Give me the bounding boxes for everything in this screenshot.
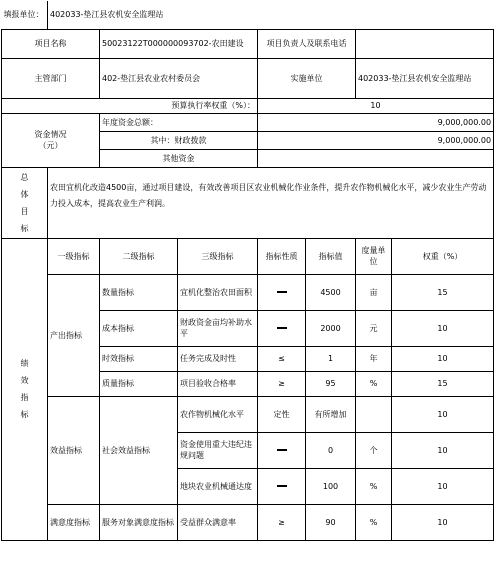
nature-text: ≥ (278, 517, 285, 527)
goal-label-char: 标 (20, 223, 29, 233)
perf-label-char: 标 (20, 410, 29, 419)
l2-service: 服务对象满意度指标 (100, 504, 178, 540)
header-unit: 度量单位 (356, 238, 392, 274)
nature-cell (258, 346, 306, 371)
nature-text: 定性 (273, 409, 290, 419)
unit-cell: % (356, 504, 392, 540)
group-satisfaction: 满意度指标 (48, 504, 100, 540)
nature-cell (258, 432, 306, 468)
unit-cell: 元 (356, 310, 392, 346)
l3-cell: 宜机化整治农田面积 (178, 274, 258, 310)
weight-cell: 10 (392, 310, 494, 346)
unit-cell: % (356, 468, 392, 504)
header-l3: 三级指标 (178, 238, 258, 274)
budget-weight-value: 10 (258, 98, 494, 113)
header-l2: 二级指标 (100, 238, 178, 274)
weight-cell: 10 (392, 468, 494, 504)
group-benefit: 效益指标 (48, 396, 100, 504)
nature-cell (258, 468, 306, 504)
perf-label (2, 238, 48, 540)
l2-cost: 成本指标 (100, 310, 178, 346)
header-weight: 权重（%） (392, 238, 494, 274)
l2-timeliness: 时效指标 (100, 346, 178, 371)
weight-cell: 15 (392, 371, 494, 396)
funds-fiscal-label: 其中：财政拨款 (100, 131, 258, 149)
goal-text: 农田宜机化改造4500亩，通过项目建设，有效改善项目区农业机械化作业条件，提升农作物机械化水平，减少农业生产劳动力投入成本，提高农业生产利润。 (48, 167, 494, 238)
funds-label-line2: （元） (38, 141, 63, 150)
weight-cell: 10 (392, 504, 494, 540)
l3-cell: 受益群众满意率 (178, 504, 258, 540)
perf-label-char: 效 (20, 376, 29, 385)
weight-cell: 10 (392, 396, 494, 432)
project-contact-value (356, 29, 494, 58)
weight-cell: 15 (392, 274, 494, 310)
l3-cell: 地块农业机械通达度 (178, 468, 258, 504)
dash-mark (277, 327, 287, 329)
implementer-value: 402033-垫江县农机安全监理站 (356, 58, 494, 98)
weight-cell: 10 (392, 432, 494, 468)
nature-text: ≤ (278, 354, 285, 363)
dash-mark (277, 449, 287, 451)
value-cell: 1 (306, 346, 356, 371)
department-value: 402-垫江县农业农村委员会 (100, 58, 258, 98)
l2-social: 社会效益指标 (100, 396, 178, 504)
unit-cell: 亩 (356, 274, 392, 310)
header-value: 指标值 (306, 238, 356, 274)
header-nature: 指标性质 (258, 238, 306, 274)
nature-cell (258, 310, 306, 346)
value-cell: 2000 (306, 310, 356, 346)
l2-quantity: 数量指标 (100, 274, 178, 310)
implementer-label: 实施单位 (258, 58, 356, 98)
funds-other-value (258, 149, 494, 167)
funds-label-line1: 资金情况 (34, 130, 67, 139)
l3-cell: 任务完成及时性 (178, 346, 258, 371)
l3-cell: 财政资金亩均补助水平 (178, 310, 258, 346)
unit-cell: 个 (356, 432, 392, 468)
funds-total-label: 年度资金总额： (100, 113, 258, 131)
funds-other-label: 其他资金 (100, 149, 258, 167)
perf-label-char: 绩 (20, 359, 29, 368)
value-cell: 100 (306, 468, 356, 504)
goal-label-char: 目 (20, 206, 29, 216)
project-name-value: 50023122T000000093702-农田建设 (100, 29, 258, 58)
nature-cell (258, 371, 306, 396)
unit-value: 402033-垫江县农机安全监理站 (48, 1, 494, 29)
unit-label: 填报单位： (2, 1, 48, 29)
unit-cell: 年 (356, 346, 392, 371)
goal-label-char: 总 (20, 172, 29, 182)
group-output: 产出指标 (48, 274, 100, 396)
dash-mark (277, 485, 287, 487)
l2-quality: 质量指标 (100, 371, 178, 396)
funds-label (2, 113, 100, 167)
performance-table (1, 1, 494, 541)
nature-text: ≥ (278, 379, 285, 388)
value-cell: 有所增加 (306, 396, 356, 432)
dash-mark (277, 291, 287, 293)
weight-cell: 10 (392, 346, 494, 371)
funds-fiscal-value: 9,000,000.00 (258, 131, 494, 149)
nature-cell (258, 396, 306, 432)
budget-weight-label: 预算执行率权重（%）： (2, 98, 258, 113)
funds-total-value: 9,000,000.00 (258, 113, 494, 131)
l3-cell: 资金使用重大违纪违规问题 (178, 432, 258, 468)
value-cell: 0 (306, 432, 356, 468)
value-cell: 95 (306, 371, 356, 396)
value-cell: 90 (306, 504, 356, 540)
project-contact-label: 项目负责人及联系电话 (258, 29, 356, 58)
l3-cell: 项目验收合格率 (178, 371, 258, 396)
header-l1: 一级指标 (48, 238, 100, 274)
project-name-label: 项目名称 (2, 29, 100, 58)
goal-label-char: 体 (20, 189, 29, 199)
l3-cell: 农作物机械化水平 (178, 396, 258, 432)
perf-label-char: 指 (20, 393, 29, 402)
unit-cell: % (356, 371, 392, 396)
nature-cell (258, 274, 306, 310)
unit-cell (356, 396, 392, 432)
nature-cell (258, 504, 306, 540)
value-cell: 4500 (306, 274, 356, 310)
department-label: 主管部门 (2, 58, 100, 98)
goal-label (2, 167, 48, 238)
